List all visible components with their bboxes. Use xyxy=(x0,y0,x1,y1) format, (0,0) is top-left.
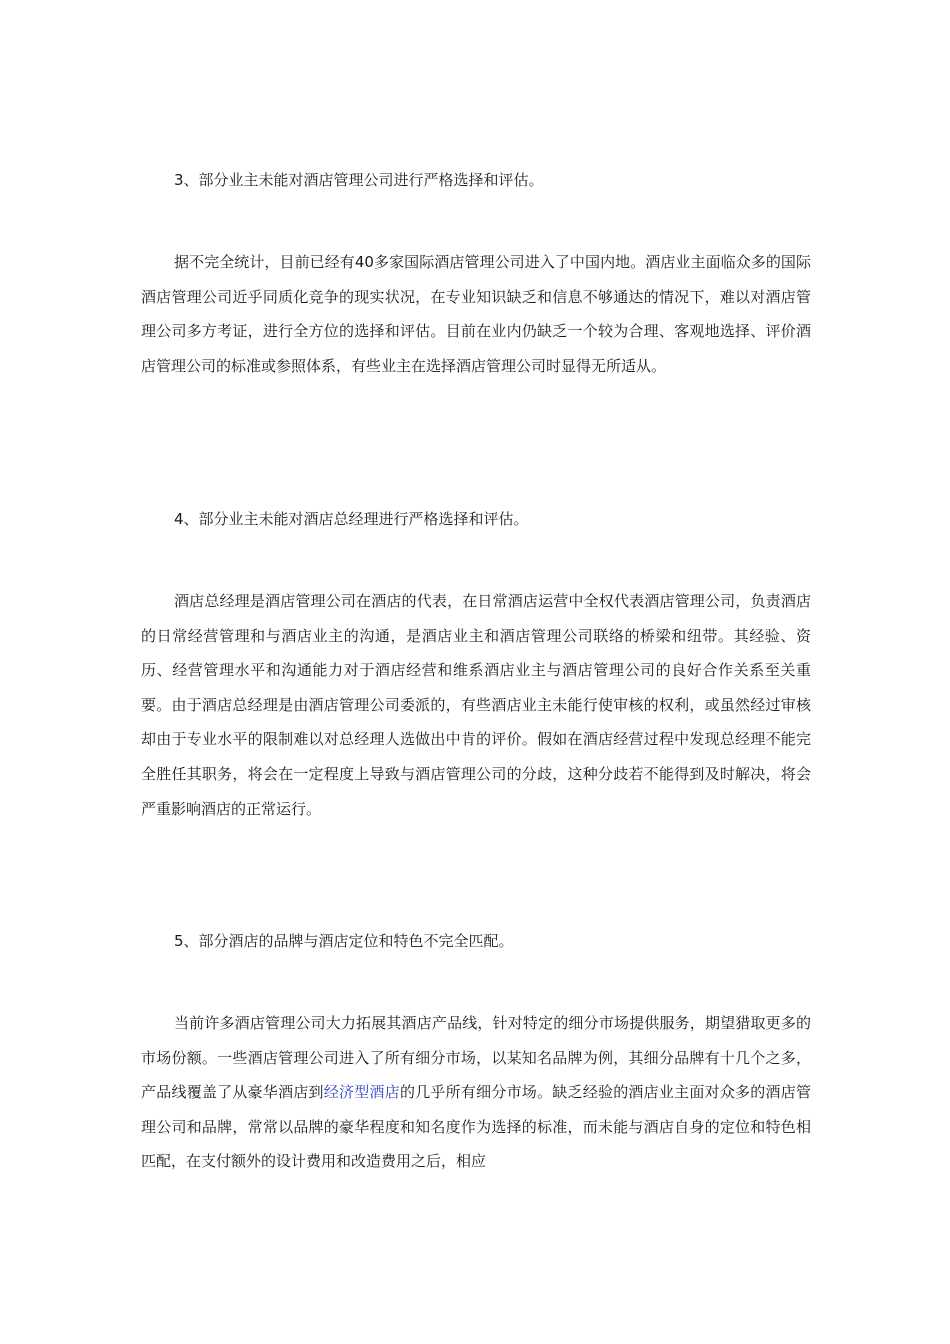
section-5-body-after-link: 的几乎所有细分市场。缺乏经验的酒店业主面对众多的酒店管理公司和品牌，常常以品牌的豪华程度和知名度作为选择的标准，而未能与酒店自身的定位和特色相匹配，在支付额外的设计费用和改造费用之后，相应 xyxy=(141,1083,811,1171)
section-4-heading: 4、部分业主未能对酒店总经理进行严格选择和评估。 xyxy=(174,510,529,528)
section-3-heading: 3、部分业主未能对酒店管理公司进行严格选择和评估。 xyxy=(174,171,544,189)
section-5-body xyxy=(141,1006,811,1179)
section-4-body: 酒店总经理是酒店管理公司在酒店的代表，在日常酒店运营中全权代表酒店管理公司，负责酒店的日常经营管理和与酒店业主的沟通，是酒店业主和酒店管理公司联络的桥梁和纽带。其经验、资历、经营管理水平和沟通能力对于酒店经营和维系酒店业主与酒店管理公司的良好合作关系至关重要。由于酒店总经理是由酒店管理公司委派的，有些酒店业主未能行使审核的权利，或虽然经过审核却由于专业水平的限制难以对总经理人选做出中肯的评价。假如在酒店经营过程中发现总经理不能完全胜任其职务，将会在一定程度上导致与酒店管理公司的分歧，这种分歧若不能得到及时解决，将会严重影响酒店的正常运行。 xyxy=(141,592,811,818)
economy-hotel-link[interactable]: 经济型酒店 xyxy=(323,1083,400,1102)
section-3-body: 据不完全统计，目前已经有40多家国际酒店管理公司进入了中国内地。酒店业主面临众多的国际酒店管理公司近乎同质化竞争的现实状况，在专业知识缺乏和信息不够通达的情况下，难以对酒店管理公司多方考证，进行全方位的选择和评估。目前在业内仍缺乏一个较为合理、客观地选择、评价酒店管理公司的标准或参照体系，有些业主在选择酒店管理公司时显得无所适从。 xyxy=(141,253,811,375)
section-5-heading: 5、部分酒店的品牌与酒店定位和特色不完全匹配。 xyxy=(174,932,514,950)
section-5-body-before-link: 当前许多酒店管理公司大力拓展其酒店产品线，针对特定的细分市场提供服务，期望猎取更多的市场份额。一些酒店管理公司进入了所有细分市场，以某知名品牌为例，其细分品牌有十几个之多，产品线覆盖了从豪华酒店到 xyxy=(141,1014,811,1102)
